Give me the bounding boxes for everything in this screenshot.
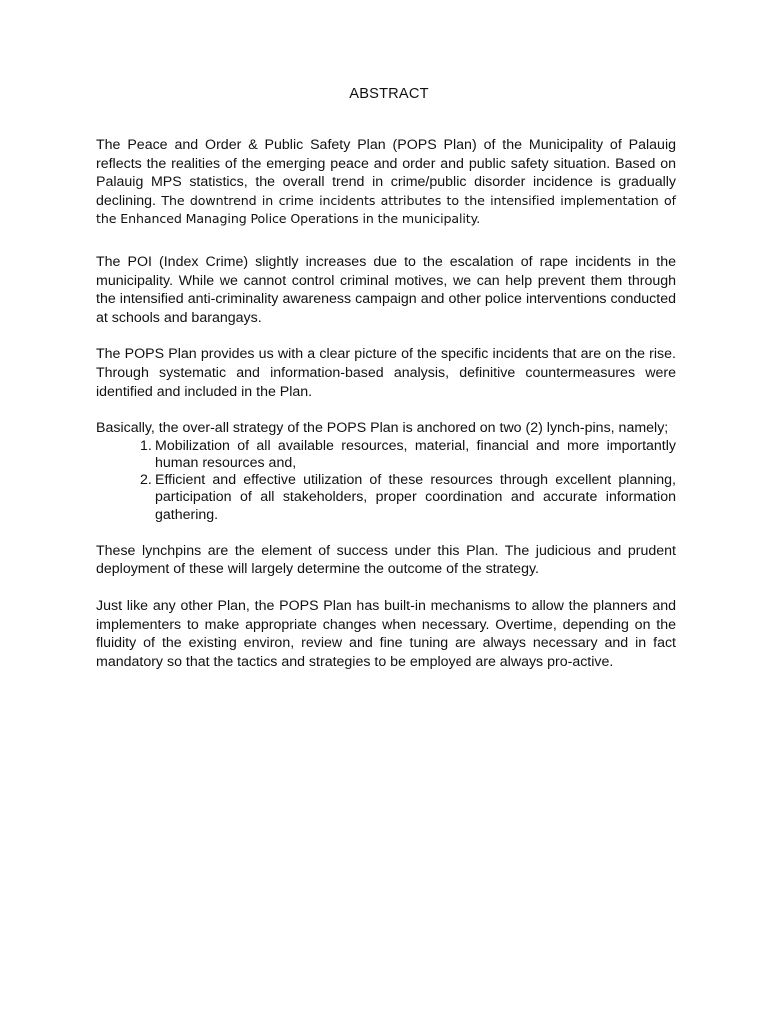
document-body <box>96 136 676 671</box>
list-item-number: 2. <box>140 472 152 489</box>
paragraph-strategy <box>96 419 676 524</box>
list-item-text: Efficient and effective utilization of these resources through excellent planning, participation of all stakeholders, proper coordination and accurate information gathering. <box>155 472 676 523</box>
list-item-number: 1. <box>140 437 152 454</box>
list-item <box>96 438 676 472</box>
list-item <box>96 472 676 524</box>
paragraph-lynchpins: These lynchpins are the element of success under this Plan. The judicious and prudent deployment of these will largely determine the outcome of the strategy. <box>96 542 676 578</box>
lynch-pins-list <box>96 438 676 524</box>
page-title: ABSTRACT <box>349 86 429 102</box>
paragraph-strategy-text: Basically, the over-all strategy of the POPS Plan is anchored on two (2) lynch-pins, namely; <box>96 420 669 437</box>
paragraph-pops-picture: The POPS Plan provides us with a clear picture of the specific incidents that are on the rise. Through systematic and information-based analysis, definitive countermeasures were identified and included in the Plan. <box>96 346 676 400</box>
paragraph-intro-main: The Peace and Order & Public Safety Plan (POPS Plan) of the Municipality of Palauig reflects the realities of the emerging peace and order and public safety situation. Based on Palauig MPS statistics, the overall trend in crime/public disorder incidence is gradually declining. <box>96 137 676 209</box>
paragraph-intro-tail: The downtrend in crime incidents attributes to the intensified implementation of the Enhanced Managing Police Operations in the municipality. <box>96 192 676 227</box>
list-item-text: Mobilization of all available resources, material, financial and more importantly human resources and, <box>155 437 676 471</box>
paragraph-index-crime: The POI (Index Crime) slightly increases due to the escalation of rape incidents in the municipality. While we cannot control criminal motives, we can help prevent them through the intensified anti-criminality awareness campaign and other police interventions conducted at schools and barangays. <box>96 253 676 326</box>
paragraph-intro <box>96 136 676 229</box>
paragraph-mechanisms: Just like any other Plan, the POPS Plan has built-in mechanisms to allow the planners and implementers to make appropriate changes when necessary. Overtime, depending on the fluidity of the existing environ, review and fine tuning are always necessary and in fact mandatory so that the tactics and strategies to be employed are always pro-active. <box>96 597 676 670</box>
